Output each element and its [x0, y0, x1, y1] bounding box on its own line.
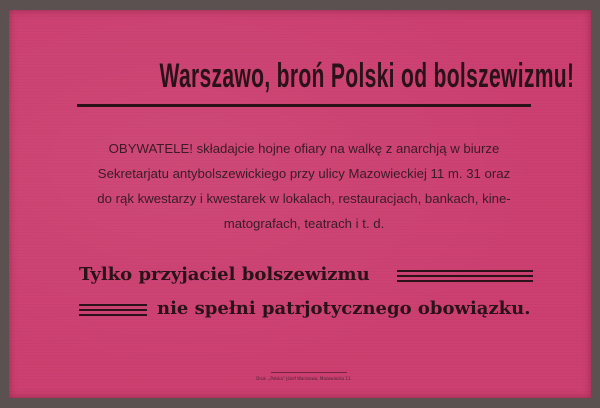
headline-underline	[77, 104, 531, 107]
poster	[9, 10, 591, 398]
ornamental-rule-left	[79, 303, 147, 317]
poster-body	[71, 136, 537, 236]
body-line: OBYWATELE! składajcie hojne ofiary na walkę z anarchją w biurze	[108, 141, 500, 156]
poster-headline: Warszawo, broń Polski od bolszewizmu!	[159, 57, 575, 95]
imprint-divider	[271, 372, 347, 373]
body-line: do rąk kwestarzy i kwestarek w lokalach, restauracjach, bankach, kine-	[97, 191, 511, 206]
body-line: matografach, teatrach i t. d.	[223, 216, 385, 231]
ornamental-rule-right	[397, 269, 533, 283]
body-line: Sekretarjatu antybolszewickiego przy ulicy Mazowieckiej 11 m. 31 oraz	[97, 166, 511, 181]
slogan-line-2: nie spełni patrjotycznego obowiązku.	[157, 298, 531, 319]
slogan-line-1: Tylko przyjaciel bolszewizmu	[79, 264, 370, 285]
printer-imprint: Druk. „Polska” Józef Warszawa, Mazowiecka 11.	[256, 376, 352, 381]
